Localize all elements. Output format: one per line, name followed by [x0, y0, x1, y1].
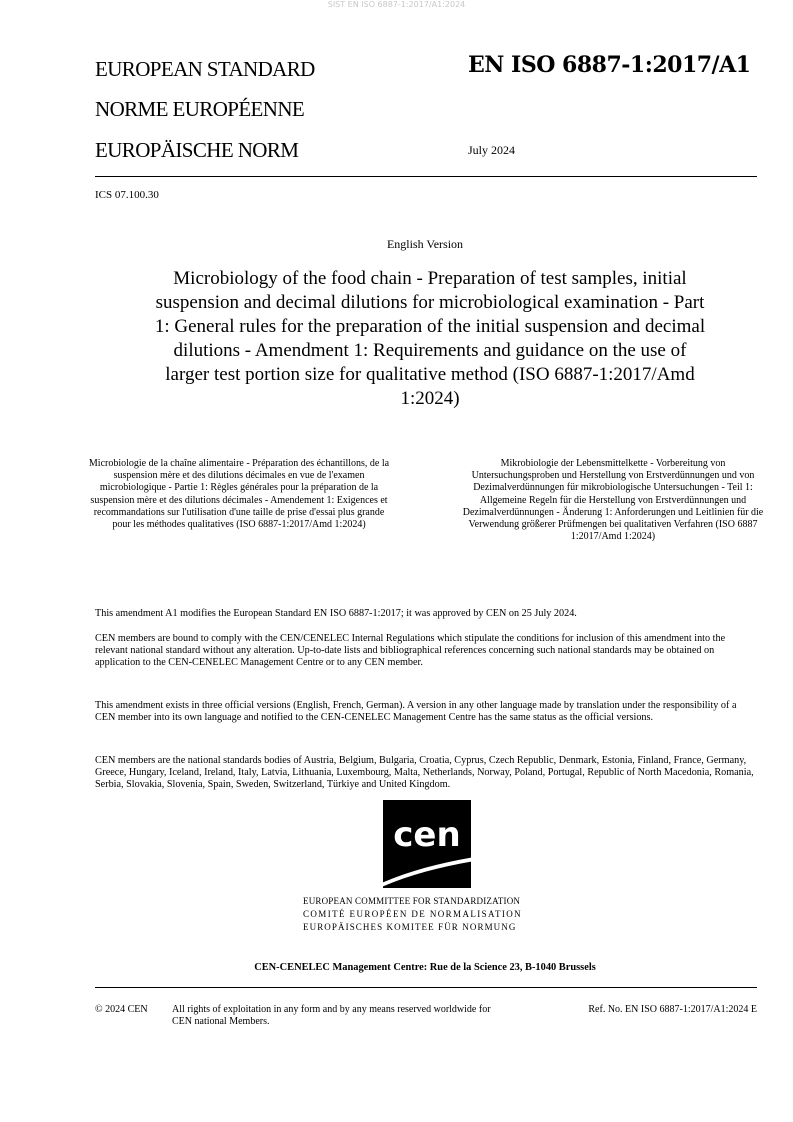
- watermark: SIST EN ISO 6887-1:2017/A1:2024: [327, 0, 466, 9]
- standard-type-fr: NORME EUROPÉENNE: [95, 97, 305, 121]
- paragraph-compliance: CEN members are bound to comply with the CEN/CENELEC Internal Regulations which stipulate the conditions for inclusion of this amendment into the relevant national standard without any alteration. Up-to-date lists and bibliographical references concerning such national standards may be obtained on application to the CEN-CENELEC Management Centre or to any CEN member.: [95, 633, 726, 669]
- copyright: © 2024 CEN: [95, 1004, 148, 1015]
- paragraph-versions: This amendment exists in three official versions (English, French, German). A version in any other language made by translation under the responsibility of a CEN member into its own language and notified to the CEN-CENELEC Management Centre has the same status as the official versions.: [95, 700, 737, 724]
- cen-logo-icon: [383, 800, 471, 888]
- ics-code: ICS 07.100.30: [95, 189, 159, 201]
- paragraph-approval: This amendment A1 modifies the European Standard EN ISO 6887-1:2017; it was approved by CEN on 25 July 2024.: [95, 608, 577, 619]
- cen-logo-text: cen: [393, 815, 461, 855]
- german-title: Mikrobiologie der Lebensmittelkette - Vorbereitung von Untersuchungsproben und Herstellung von Erstverdünnungen und von Dezimalverdünnungen für mikrobiologische Untersuchungen - Teil 1: Allgemeine Regeln für die Herstellung von Erstverdünnungen und Dezimalverdünnungen - Änderung 1: Anforderungen und Leitlinien für die Verwendung größerer Prüfmengen bei qualitativen Verfahren (ISO 6887 1:2017/Amd 1:2024): [462, 458, 764, 543]
- standard-type-en: EUROPEAN STANDARD: [95, 57, 315, 81]
- version-label: English Version: [386, 237, 464, 251]
- standard-code: EN ISO 6887-1:2017/A1: [468, 52, 751, 78]
- french-title: Microbiologie de la chaîne alimentaire - Préparation des échantillons, de la suspension mère et des dilutions décimales en vue de l'examen microbiologique - Partie 1: Règles générales pour la préparation de la suspension mère et des dilutions décimales - Amendement 1: Exigences et recommandations sur l'utilisation d'une taille de prise d'essai plus grande pour les méthodes qualitatives (ISO 6887-1:2017/Amd 1:2024): [88, 458, 390, 531]
- document-title: Microbiology of the food chain - Preparation of test samples, initial suspension and decimal dilutions for microbiological examination - Part 1: General rules for the preparation of the initial suspension and decimal dilutions - Amendment 1: Requirements and guidance on the use of larger test portion size for qualitative method (ISO 6887-1:2017/Amd 1:2024): [154, 268, 706, 409]
- cen-name-fr: COMITÉ EUROPÉEN DE NORMALISATION: [303, 909, 523, 919]
- paragraph-members: CEN members are the national standards bodies of Austria, Belgium, Bulgaria, Croatia, Cyprus, Czech Republic, Denmark, Estonia, Finland, France, Germany, Greece, Hungary, Iceland, Ireland, Italy, Latvia, Lithuania, Luxembourg, Malta, Netherlands, Norway, Poland, Portugal, Republic of North Macedonia, Romania, Serbia, Slovakia, Slovenia, Spain, Sweden, Switzerland, Türkiye and United Kingdom.: [95, 755, 754, 791]
- standard-type-de: EUROPÄISCHE NORM: [95, 138, 299, 162]
- publication-date: July 2024: [468, 143, 516, 157]
- reference-number: Ref. No. EN ISO 6887-1:2017/A1:2024 E: [588, 1004, 757, 1015]
- header-rule: [95, 176, 757, 177]
- footer-rule: [95, 987, 757, 988]
- rights-statement: All rights of exploitation in any form and by any means reserved worldwide for CEN national Members.: [172, 1004, 491, 1028]
- cen-name-de: EUROPÄISCHES KOMITEE FÜR NORMUNG: [303, 922, 517, 932]
- management-centre: CEN-CENELEC Management Centre: Rue de la Science 23, B-1040 Brussels: [254, 962, 596, 973]
- cen-name-en: EUROPEAN COMMITTEE FOR STANDARDIZATION: [303, 896, 521, 906]
